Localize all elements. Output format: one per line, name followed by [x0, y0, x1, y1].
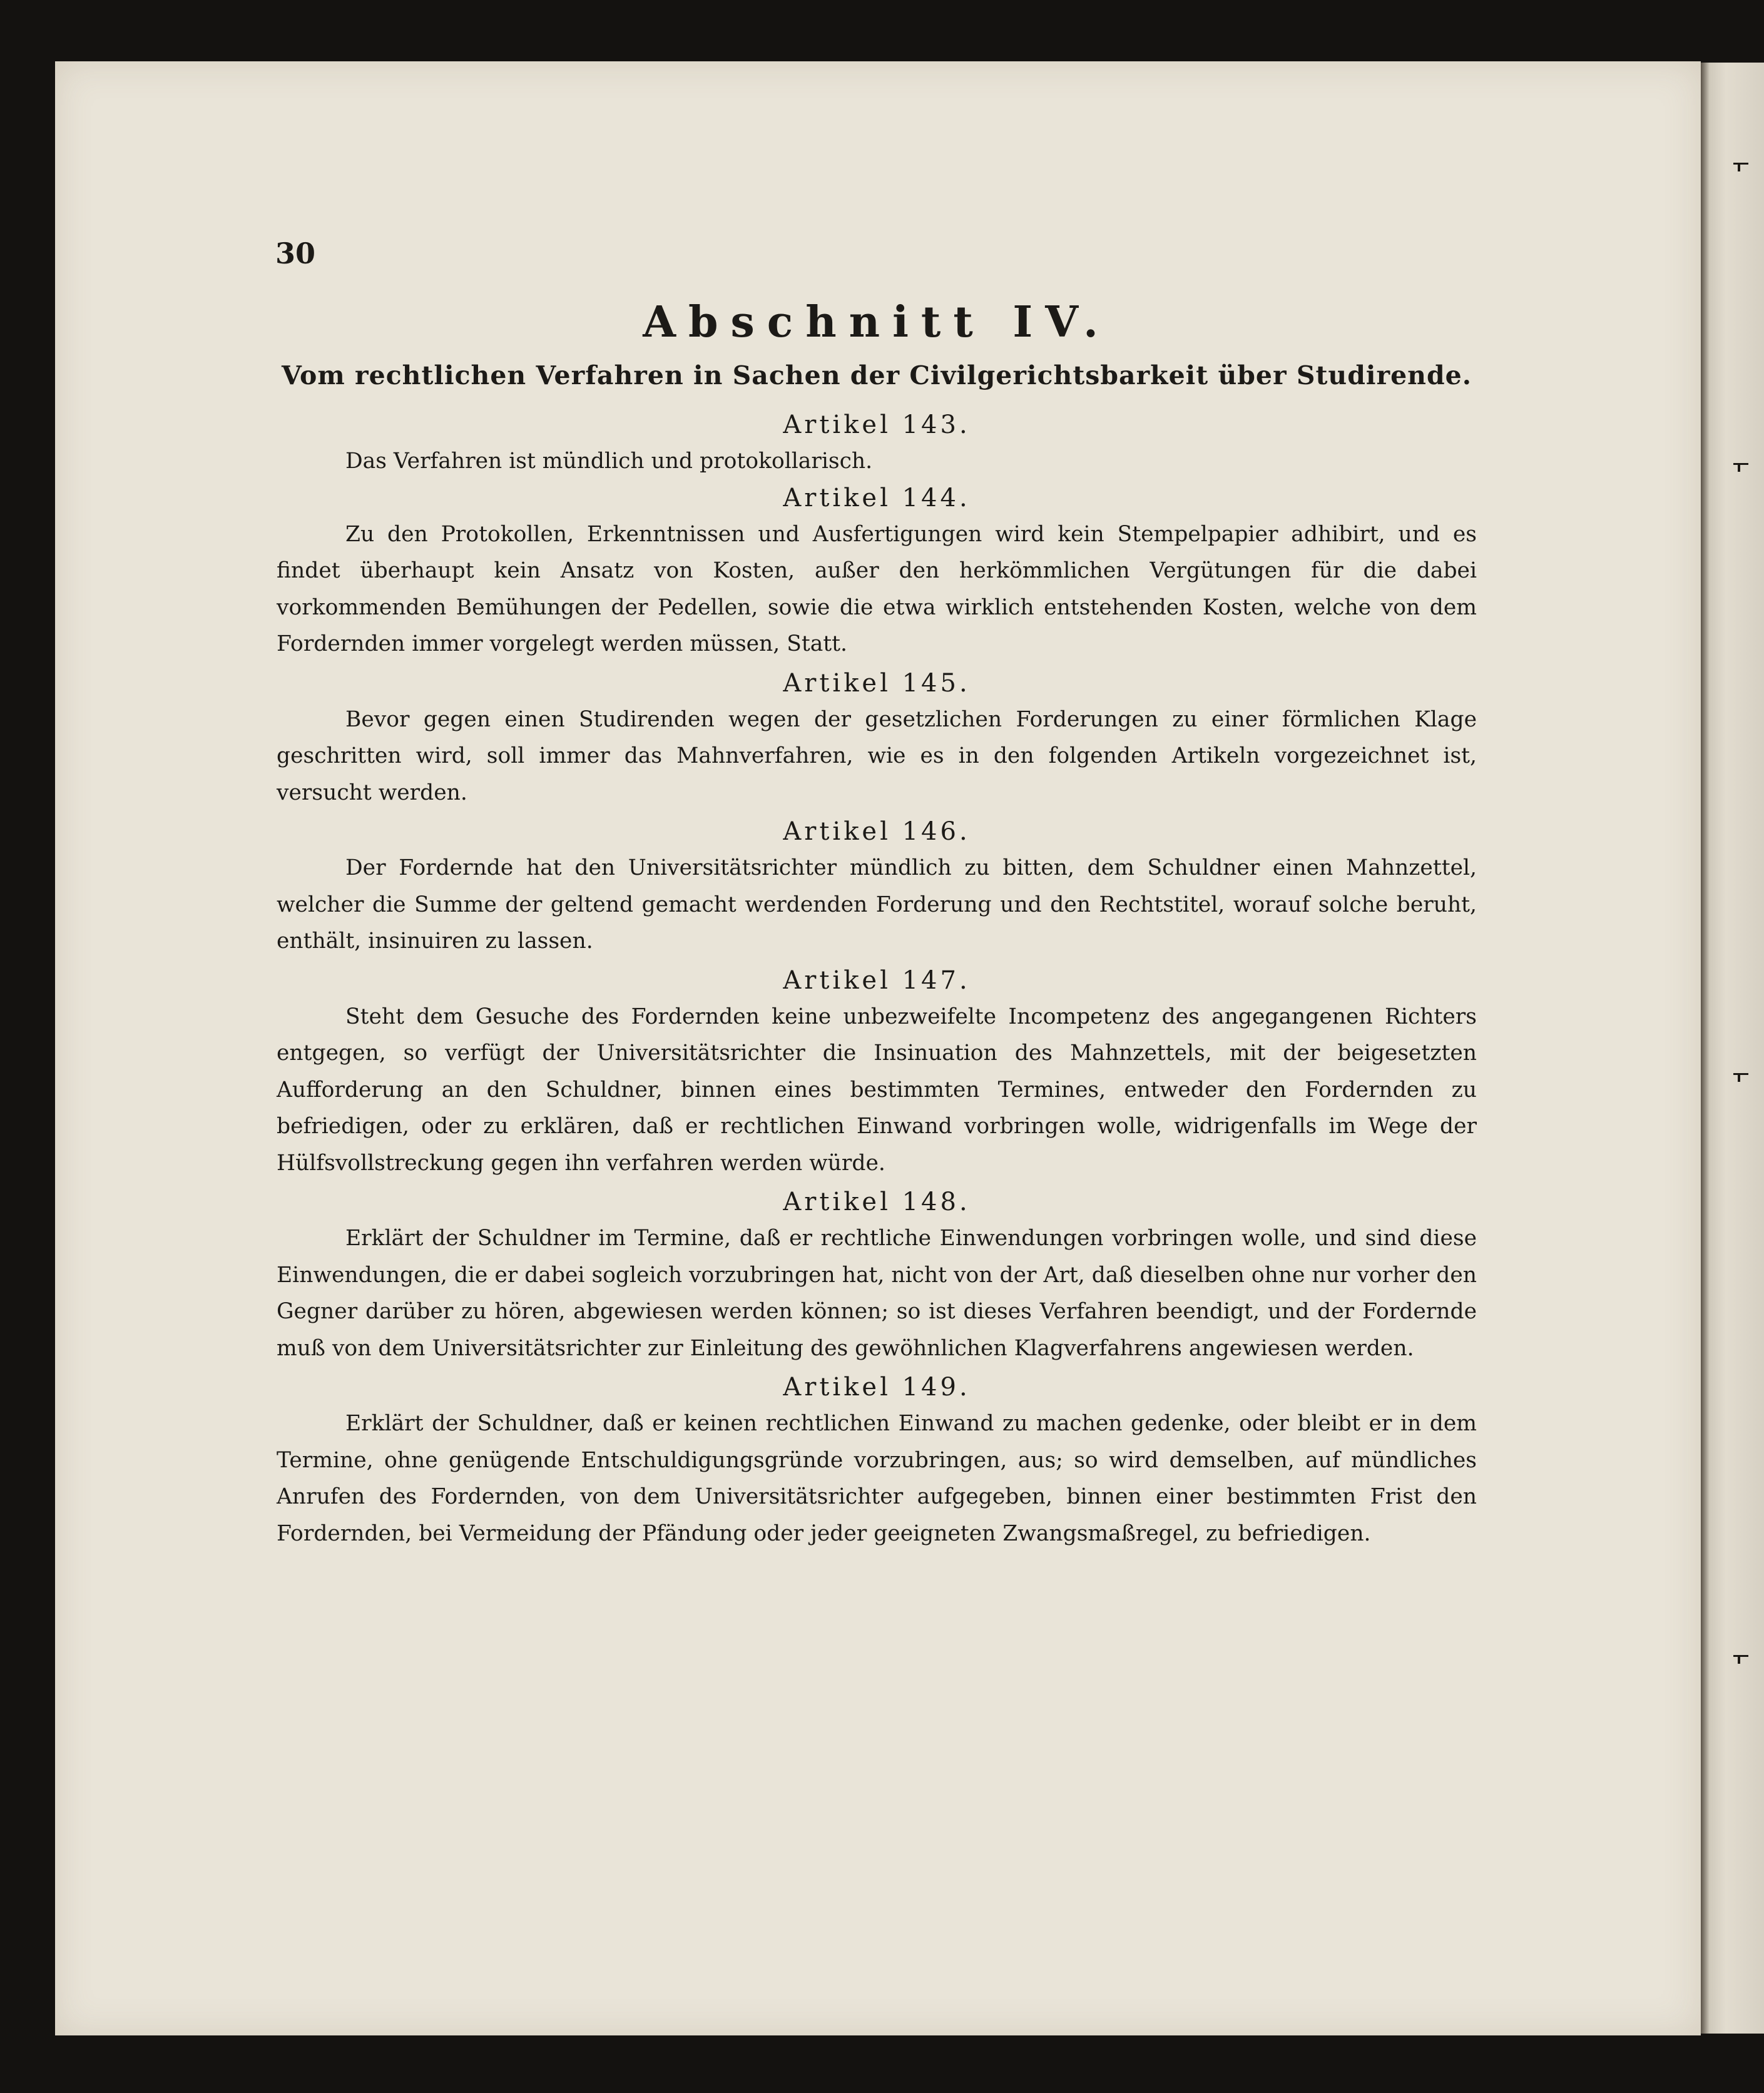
article-heading: Artikel 148.	[783, 1188, 971, 1216]
article-heading: Artikel 149.	[783, 1373, 971, 1402]
article-147	[277, 962, 1477, 1182]
article-heading: Artikel 144.	[783, 483, 971, 512]
edge-mark	[1733, 1073, 1748, 1075]
article-text: Steht dem Gesuche des Fordernden keine unbezweifelte Incompetenz des angegangenen Richters entgegen, so verfügt der Universitätsrichter die Insinuation des Mahnzettels, mit der beigesetzten Aufforderung an den Schuldner, binnen eines bestimmten Termines, entweder den Fordernden zu befriedigen, oder zu erklären, daß er rechtlichen Einwand vorbringen wolle, widrigenfalls im Wege der Hülfsvollstreckung gegen ihn verfahren werden würde.	[277, 1004, 1477, 1176]
page-content	[277, 294, 1477, 1554]
article-143	[277, 407, 1477, 480]
section-title: Abschnitt IV.	[643, 297, 1111, 347]
article-text: Der Fordernde hat den Universitätsrichter mündlich zu bitten, dem Schuldner einen Mahnzettel, welcher die Summe der geltend gemacht werdenden Forderung und den Rechtstitel, worauf solche beruht, enthält, insinuiren zu lassen.	[277, 855, 1477, 954]
section-subtitle: Vom rechtlichen Verfahren in Sachen der Civilgerichtsbarkeit über Studirende.	[281, 360, 1472, 390]
article-text: Bevor gegen einen Studirenden wegen der gesetzlichen Forderungen zu einer förmlichen Klage geschritten wird, soll immer das Mahnverfahren, wie es in den folgenden Artikeln vorgezeichnet ist, versucht werden.	[277, 706, 1477, 805]
article-146	[277, 813, 1477, 960]
page-number: 30	[275, 237, 316, 270]
article-145	[277, 665, 1477, 812]
article-149	[277, 1369, 1477, 1552]
article-text: Zu den Protokollen, Erkenntnissen und Ausfertigungen wird kein Stempelpapier adhibirt, und es findet überhaupt kein Ansatz von Kosten, außer den herkömmlichen Vergütungen für die dabei vorkommenden Bemühungen der Pedellen, sowie die etwa wirklich entstehenden Kosten, welche von dem Fordernden immer vorgelegt werden müssen, Statt.	[277, 521, 1477, 656]
article-text: Erklärt der Schuldner im Termine, daß er rechtliche Einwendungen vorbringen wolle, und sind diese Einwendungen, die er dabei sogleich vorzubringen hat, nicht von der Art, daß dieselben ohne nur vorher den Gegner darüber zu hören, abgewiesen werden können; so ist dieses Verfahren beendigt, und der Fordernde muß von dem Universitätsrichter zur Einleitung des gewöhnlichen Klagverfahrens angewiesen werden.	[277, 1226, 1477, 1361]
edge-mark	[1733, 1655, 1748, 1657]
edge-mark	[1733, 463, 1748, 465]
article-heading: Artikel 147.	[783, 965, 971, 995]
article-144	[277, 480, 1477, 663]
article-text: Das Verfahren ist mündlich und protokollarisch.	[345, 449, 873, 474]
adjacent-page-edge	[1701, 63, 1764, 2034]
article-heading: Artikel 145.	[783, 668, 971, 698]
edge-mark	[1733, 163, 1748, 165]
article-heading: Artikel 143.	[783, 410, 971, 439]
article-heading: Artikel 146.	[783, 817, 971, 846]
article-text: Erklärt der Schuldner, daß er keinen rechtlichen Einwand zu machen gedenke, oder bleibt er in dem Termine, ohne genügende Entschuldigungsgründe vorzubringen, aus; so wird demselben, auf mündliches Anrufen des Fordernden, von dem Universitätsrichter aufgegeben, binnen einer bestimmten Frist den Fordernden, bei Vermeidung der Pfändung oder jeder geeigneten Zwangsmaßregel, zu befriedigen.	[277, 1411, 1477, 1546]
article-148	[277, 1184, 1477, 1367]
